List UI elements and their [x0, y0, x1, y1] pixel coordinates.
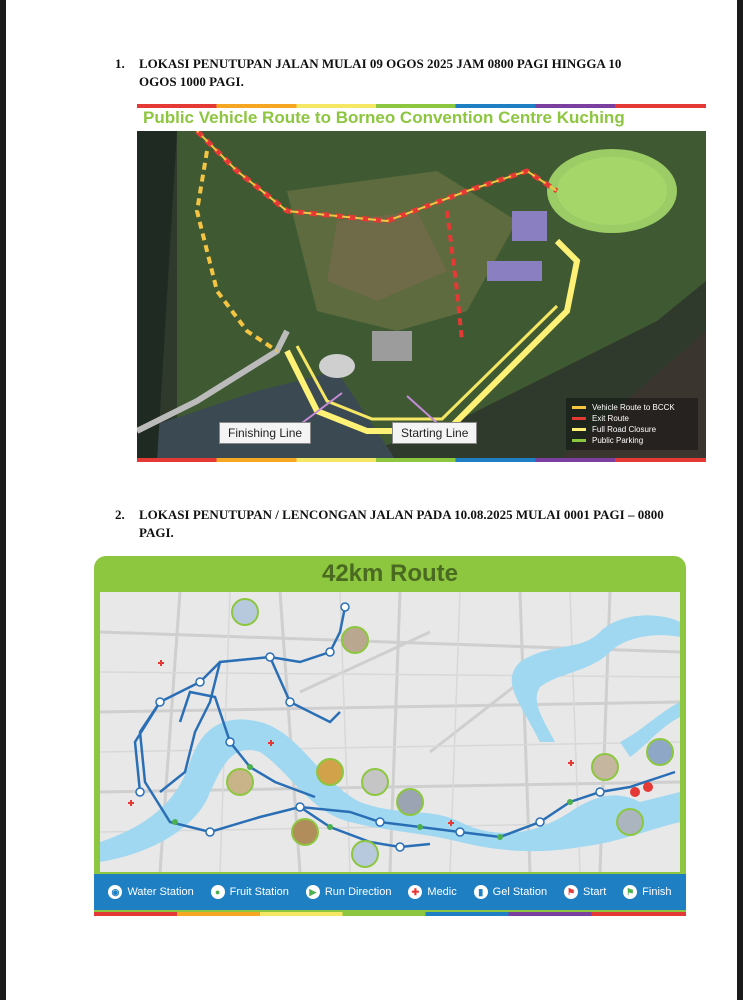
- gel-icon: ▮: [474, 885, 488, 899]
- section-2-number: 2.: [115, 507, 125, 522]
- section-2-heading: [115, 506, 669, 542]
- legend-run-direction: [306, 885, 392, 899]
- starting-line-label: Starting Line: [392, 422, 477, 444]
- legend-fruit-station: [211, 885, 289, 899]
- arrow-icon: ▶: [306, 885, 320, 899]
- legend-label: Run Direction: [324, 886, 392, 898]
- legend-label: Vehicle Route to BCCK: [592, 402, 675, 412]
- map2-title: 42km Route: [321, 560, 459, 587]
- start-flag-icon: ⚑: [564, 885, 578, 899]
- parking-swatch: [572, 439, 586, 442]
- legend-item-full-road-closure: [572, 424, 692, 434]
- legend-finish: [623, 885, 671, 899]
- page-edge-right: [737, 0, 743, 1000]
- legend-gel-station: [474, 885, 547, 899]
- map2-color-strip: [94, 912, 686, 916]
- section-2-text: LOKASI PENUTUPAN / LENCONGAN JALAN PADA 10.08.2025 MULAI 0001 PAGI – 0800 PAGI.: [139, 507, 664, 540]
- road-closure-swatch: [572, 428, 586, 431]
- map1-title: Public Vehicle Route to Borneo Convention Centre Kuching: [143, 108, 625, 127]
- map1-color-strip: [137, 458, 706, 462]
- legend-label: Gel Station: [492, 886, 548, 898]
- finish-flag-icon: ⚑: [623, 885, 637, 899]
- legend-label: Water Station: [127, 886, 194, 898]
- vehicle-route-swatch: [572, 406, 586, 409]
- map1-title-bar: [137, 104, 706, 131]
- legend-label: Medic: [427, 886, 457, 898]
- legend-label: Exit Route: [592, 413, 629, 423]
- medic-icon: ✚: [408, 885, 422, 899]
- fruit-icon: ●: [211, 885, 225, 899]
- section-1-heading: [115, 55, 629, 91]
- map2-legend: [94, 874, 686, 910]
- water-icon: ◉: [108, 885, 122, 899]
- section-1-text: LOKASI PENUTUPAN JALAN MULAI 09 OGOS 2025 JAM 0800 PAGI HINGGA 10 OGOS 1000 PAGI.: [139, 56, 622, 89]
- finishing-line-label: Finishing Line: [219, 422, 311, 444]
- map1-top-strip: [137, 104, 706, 108]
- page-edge-left: [0, 0, 6, 1000]
- legend-medic: [408, 885, 456, 899]
- legend-label: Finish: [642, 886, 672, 898]
- legend-item-public-parking: [572, 435, 692, 445]
- map2-route-area: [100, 592, 680, 872]
- section-1-number: 1.: [115, 56, 125, 71]
- bcck-vehicle-route-map: [137, 104, 706, 462]
- legend-label: Full Road Closure: [592, 424, 657, 434]
- exit-route-swatch: [572, 417, 586, 420]
- legend-water-station: [108, 885, 193, 899]
- legend-label: Public Parking: [592, 435, 644, 445]
- marathon-42km-route-map: [94, 556, 686, 916]
- map1-legend: [566, 398, 698, 450]
- map2-route-drawing: [100, 592, 680, 872]
- legend-label: Start: [583, 886, 607, 898]
- legend-item-vehicle-route: [572, 402, 692, 412]
- legend-item-exit-route: [572, 413, 692, 423]
- legend-start: [564, 885, 606, 899]
- legend-label: Fruit Station: [229, 886, 289, 898]
